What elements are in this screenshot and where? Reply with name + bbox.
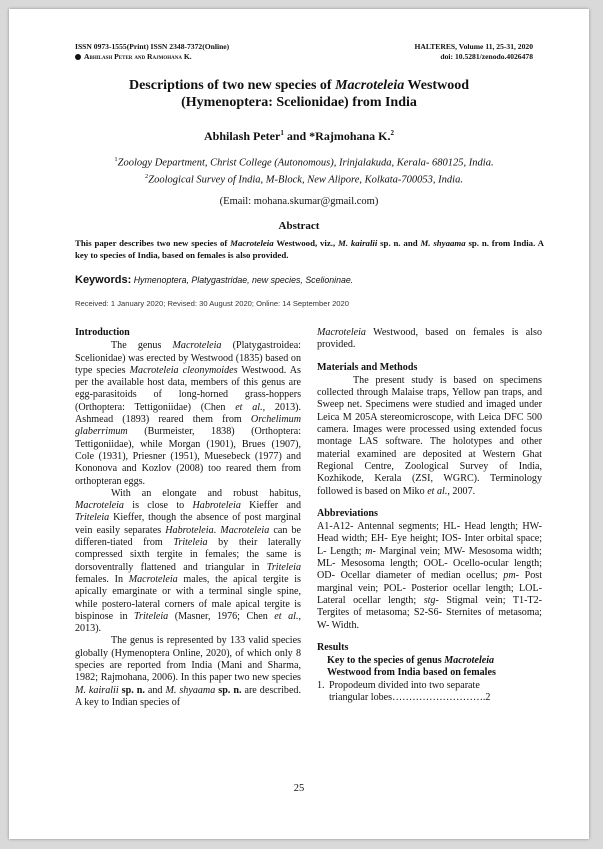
paper-title [49, 77, 549, 111]
intro-paragraph-3: The genus is represented by 133 valid species globally (Hymenoptera Online, 2020), of which only 8 species are reported from India (Mani and Sharma, 1982; Rajmohana, 2006). In this paper two new species M. kairalii sp. n. and M. shyaama sp. n. are described. A key to Indian species of [75, 635, 301, 708]
contact-email[interactable]: (Email: mohana.skumar@gmail.com) [219, 196, 379, 207]
key-item-number: 1. [317, 679, 325, 691]
page-number: 25 [293, 783, 305, 794]
affiliation-2: $^2$Zoological Survey of India, M-Block, New Alipore, Kolkata-700053, India. [145, 173, 463, 186]
key-item-continuation: triangular lobes……………………….2 [329, 692, 491, 704]
header-left [75, 42, 229, 62]
left-column [75, 327, 301, 709]
title-line-2: (Hymenoptera: Scelionidae) from India [181, 95, 417, 110]
key-heading: Key to the species of genus Macroteleia Westwood from India based on females [327, 655, 496, 679]
intro-paragraph-4: Macroteleia Westwood, based on females is also provided. [317, 327, 542, 351]
running-authors-line [75, 52, 229, 62]
title-line-1: Descriptions of two new species of Macroteleia Westwood [128, 78, 469, 93]
affiliations [79, 153, 529, 187]
intro-paragraph-2: With an elongate and robust habitus, Macroteleia is close to Habroteleia Kieffer and Triteleia Kieffer, though the absence of post marginal vein easily separates Habroteleia. Macroteleia can be differen-tiated from Triteleia by their laterally compressed sixth tergite in females; the same is dorsoventrally flattened and triangular in Triteleia females. In Macroteleia males, the apical tergite is apically emarginate or with a terminal single spine, while postero-lateral corners of male apical tergite is bispinose in Triteleia (Masner, 1976; Chen et al., 2013). [75, 487, 302, 635]
keywords-label: Keywords: [75, 274, 132, 286]
methods-heading: Materials and Methods [317, 361, 418, 373]
affiliation-1: $^1$Zoology Department, Christ College (Autonomous), Irinjalakuda, Kerala- 680125, India. [114, 156, 494, 169]
abstract-heading: Abstract [278, 220, 320, 232]
issn-line: ISSN 0973-1555(Print) ISSN 2348-7372(Online) [75, 42, 230, 51]
right-column [317, 327, 542, 704]
key-item-1 [317, 680, 542, 692]
key-item-text: Propodeum divided into two separate [329, 679, 480, 691]
journal-citation: HALTERES, Volume 11, 25-31, 2020 [414, 42, 533, 51]
results-heading: Results [317, 641, 349, 653]
journal-page [9, 9, 589, 839]
keywords-text: Hymenoptera, Platygastridae, new species, Scelioninae. [131, 275, 354, 285]
abbreviations-paragraph: A1-A12- Antennal segments; HL- Head length; HW- Head width; EH- Eye height; IOS- Inter orbital space; L- Length; m- Marginal vein; MW- Mesosoma width; ML- Mesosoma length; OOL- Ocello-ocular length; OD- Ocellar diameter of median ocellus; pm- Post marginal vein; POL- Posterior ocellar length; LOL- Lateral ocellar length; stg- Stigmal vein; T1-T2- Tergites of metasoma; S2-S6- Sternites of metasoma; W- Width. [317, 521, 542, 631]
running-authors: Abhilash Peter and Rajmohana K. [84, 52, 192, 61]
intro-paragraph-1: The genus Macroteleia (Platygastroidea: Scelionidae) was erected by Westwood (1835) based on type species Macroteleia cleonymoides Westwood. As per the available host data, members of this genus are egg-parasitoids of long-horned grass-hoppers (Orthoptera: Tettigoniidae) (Chen et al., 2013). Ashmead (1893) reared them from Orchelimum glaberrimum (Burmeister, 1838) (Orthoptera: Tettigoniidae), while Morgan (1901), Brues (1907), Cole (1931), Priesner (1951), Muesebeck (1977) and Kononova and Kozlov (2008) too reared them from orthopteran eggs. [75, 340, 301, 487]
received-dates: Received: 1 January 2020; Revised: 30 August 2020; Online: 14 September 2020 [75, 299, 349, 308]
abstract-text: This paper describes two new species of Macroteleia Westwood, viz., M. kairalii sp. n. and M. shyaama sp. n. from India. A key to species of India, based on females is also provided. [75, 238, 544, 260]
doi[interactable]: doi: 10.5281/zenodo.4026478 [440, 52, 533, 61]
author-list: Abhilash Peter$^1$ and *Rajmohana K.$^2$ [203, 129, 395, 143]
intro-heading: Introduction [75, 327, 130, 338]
methods-paragraph: The present study is based on specimens collected through Malaise traps, Yellow pan traps, and Sweep net. Specimens were studied and imaged under Leica M 205A stereomicroscope, with Leica DFC 500 camera. Images were processed using extended focus montage LAS software. The holotypes and other material examined are deposited at Western Ghat Regional Centre, Zoological Survey of India, Kozhikode, Kerala (ZSI, WGRC). Terminology followed is based on Miko et al., 2007. [317, 374, 542, 497]
abbreviations-heading: Abbreviations [317, 507, 378, 519]
keywords [75, 274, 544, 286]
bullet-icon [75, 54, 81, 60]
header-right [414, 42, 533, 62]
